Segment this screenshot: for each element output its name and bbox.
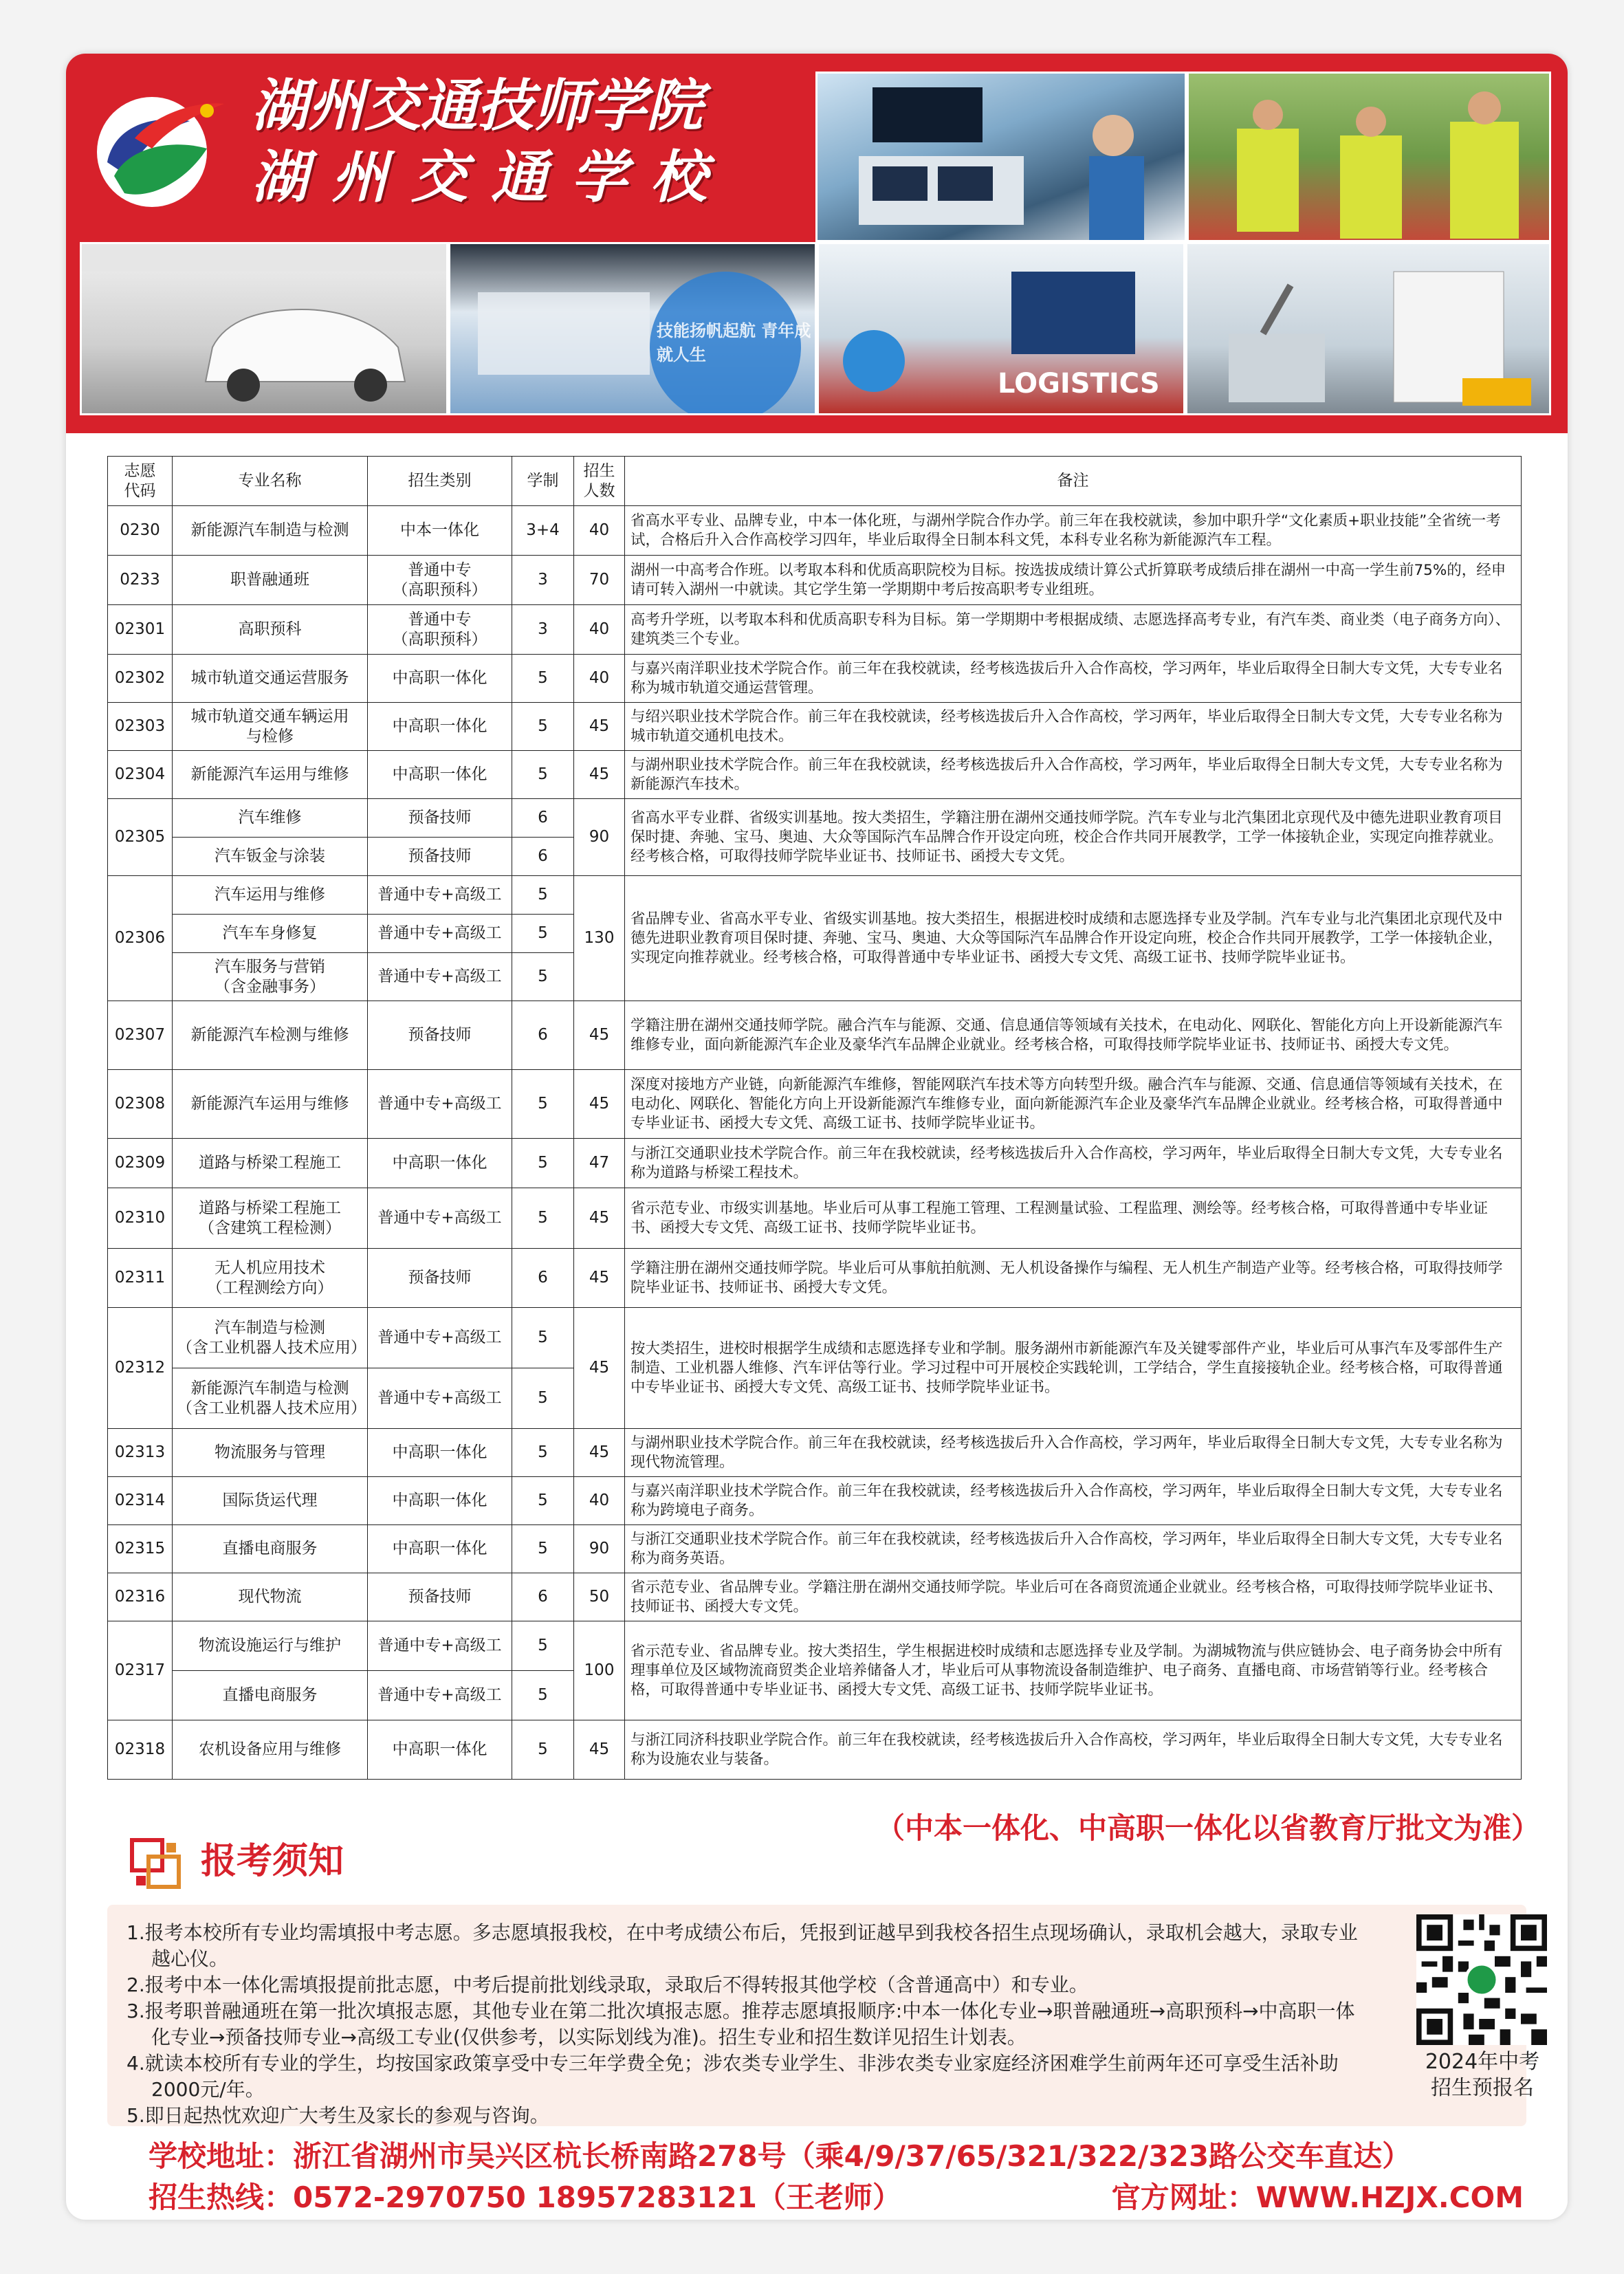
cell-years: 5	[512, 1720, 574, 1780]
qr-code-icon[interactable]	[1416, 1914, 1547, 2045]
cell-category: 中高职一体化	[368, 1429, 512, 1477]
qr-caption-line2: 招生预报名	[1431, 2076, 1534, 2100]
cell-code: 02302	[108, 655, 173, 703]
cell-major: 道路与桥梁工程施工 （含建筑工程检测）	[173, 1188, 368, 1249]
table-header-row	[108, 457, 1522, 506]
cell-note: 与嘉兴南洋职业技术学院合作。前三年在我校就读，经考核选拔后升入合作高校，学习两年，毕业后取得全日制大专文凭，大专专业名称为城市轨道交通运营管理。	[625, 655, 1522, 703]
cell-note: 与湖州职业技术学院合作。前三年在我校就读，经考核选拔后升入合作高校，学习两年，毕业后取得全日制大专文凭，大专专业名称为新能源汽车技术。	[625, 751, 1522, 799]
cell-years: 5	[512, 1188, 574, 1249]
cell-code: 02318	[108, 1720, 173, 1780]
enrollment-hotline: 招生热线：0572-2970750 18957283121（王老师）	[149, 2180, 901, 2214]
cell-category: 普通中专 （高职预科）	[368, 605, 512, 655]
cell-category: 普通中专 （高职预科）	[368, 556, 512, 605]
header-major: 专业名称	[173, 457, 368, 506]
cell-quota: 45	[574, 703, 625, 751]
cell-code: 02312	[108, 1308, 173, 1429]
cell-code: 0230	[108, 506, 173, 556]
car-showroom-photo	[80, 242, 448, 415]
cell-years: 5	[512, 1477, 574, 1525]
cell-code: 02308	[108, 1070, 173, 1139]
cell-category: 预备技师	[368, 799, 512, 838]
cell-category: 中高职一体化	[368, 1525, 512, 1573]
header-banner	[66, 54, 1568, 433]
cell-code: 02305	[108, 799, 173, 876]
table-row	[108, 1525, 1522, 1573]
cell-category: 普通中专+高级工	[368, 915, 512, 953]
cell-note: 按大类招生，进校时根据学生成绩和志愿选择专业和学制。服务湖州市新能源汽车及关键零部件产业，毕业后可从事汽车及零部件生产制造、工业机器人维修、汽车评估等行业。学习过程中可开展校企实践轮训，工学结合，学生直接接轨企业。经考核合格，可取得普通中专毕业证书、函授大专文凭、高级工证书、技师学院毕业证书。	[625, 1308, 1522, 1429]
cell-major: 农机设备应用与维修	[173, 1720, 368, 1780]
cell-quota: 70	[574, 556, 625, 605]
table-row	[108, 1308, 1522, 1368]
cell-major: 直播电商服务	[173, 1525, 368, 1573]
cell-code: 02304	[108, 751, 173, 799]
cell-note: 与湖州职业技术学院合作。前三年在我校就读，经考核选拔后升入合作高校，学习两年，毕业后取得全日制大专文凭，大专专业名称为现代物流管理。	[625, 1429, 1522, 1477]
cell-quota: 40	[574, 605, 625, 655]
table-row	[108, 876, 1522, 915]
cell-major: 新能源汽车运用与维修	[173, 751, 368, 799]
cell-major: 汽车车身修复	[173, 915, 368, 953]
survey-students-photo	[1187, 72, 1551, 242]
cell-note: 与浙江交通职业技术学院合作。前三年在我校就读，经考核选拔后升入合作高校，学习两年，毕业后取得全日制大专文凭，大专专业名称为商务英语。	[625, 1525, 1522, 1573]
cell-major: 无人机应用技术 （工程测绘方向）	[173, 1249, 368, 1308]
cell-code: 02317	[108, 1621, 173, 1720]
cell-quota: 45	[574, 1188, 625, 1249]
cell-years: 5	[512, 1429, 574, 1477]
cell-note: 与浙江交通职业技术学院合作。前三年在我校就读，经考核选拔后升入合作高校，学习两年，毕业后取得全日制大专文凭，大专专业名称为道路与桥梁工程技术。	[625, 1139, 1522, 1188]
qr-caption	[1400, 2049, 1565, 2101]
cell-category: 预备技师	[368, 1249, 512, 1308]
logistics-caption: LOGISTICS	[998, 368, 1160, 400]
cell-code: 02303	[108, 703, 173, 751]
cell-category: 普通中专+高级工	[368, 1621, 512, 1671]
cell-quota: 130	[574, 876, 625, 1001]
cell-note: 省品牌专业、省高水平专业、省级实训基地。按大类招生，根据进校时成绩和志愿选择专业及学制。汽车专业与北汽集团北京现代及中德先进职业教育项目保时捷、奔驰、宝马、奥迪、大众等国际汽车品牌合作开设定向班，校企合作共同开展教学，工学一体接轨企业，实现定向推荐就业。经考核合格，可取得普通中专毕业证书、函授大专文凭、高级工证书、技师学院毕业证书。	[625, 876, 1522, 1001]
cell-quota: 45	[574, 1429, 625, 1477]
notice-item: 1.报考本校所有专业均需填报中考志愿。多志愿填报我校，在中考成绩公布后，凭报到证越早到我校各招生点现场确认，录取机会越大，录取专业越心仪。	[127, 1921, 1358, 1970]
survey-students-illustration	[1189, 74, 1551, 242]
table-row	[108, 655, 1522, 703]
cell-years: 5	[512, 1621, 574, 1671]
exhibition-caption: 技能扬帆起航 青年成就人生	[657, 321, 811, 364]
school-name-line2: 湖州交通学校	[252, 144, 730, 210]
cell-years: 6	[512, 799, 574, 838]
robot-arm-illustration	[1187, 244, 1551, 415]
cell-major: 高职预科	[173, 605, 368, 655]
cell-note: 省示范专业、省品牌专业。学籍注册在湖州交通技师学院。毕业后可在各商贸流通企业就业。经考核合格，可取得技师学院毕业证书、技师证书、函授大专文凭。	[625, 1573, 1522, 1621]
notice-list	[127, 1920, 1364, 2129]
cell-major: 物流服务与管理	[173, 1429, 368, 1477]
cell-years: 5	[512, 876, 574, 915]
cell-major: 国际货运代理	[173, 1477, 368, 1525]
cell-quota: 40	[574, 655, 625, 703]
table-row	[108, 1477, 1522, 1525]
cell-note: 高考升学班，以考取本科和优质高职专科为目标。第一学期期中考根据成绩、志愿选择高考专业，有汽车类、商业类（电子商务方向）、建筑类三个专业。	[625, 605, 1522, 655]
notice-box	[107, 1905, 1540, 2127]
cell-major: 城市轨道交通车辆运用 与检修	[173, 703, 368, 751]
logistics-hall-photo	[817, 242, 1185, 415]
notice-item: 5.即日起热忱欢迎广大考生及家长的参观与咨询。	[127, 2104, 549, 2127]
cell-years: 3	[512, 605, 574, 655]
cell-major: 物流设施运行与维护	[173, 1621, 368, 1671]
cell-major: 汽车服务与营销 （含金融事务）	[173, 953, 368, 1001]
school-logo-icon	[87, 73, 231, 217]
cell-quota: 45	[574, 751, 625, 799]
cell-quota: 45	[574, 1001, 625, 1070]
cell-category: 普通中专+高级工	[368, 1671, 512, 1720]
approval-note: （中本一体化、中高职一体化以省教育厅批文为准）	[875, 1811, 1540, 1845]
cell-category: 中高职一体化	[368, 1139, 512, 1188]
cell-note: 省高水平专业、品牌专业，中本一体化班，与湖州学院合作办学。前三年在我校就读，参加中职升学“文化素质+职业技能”全省统一考试，合格后升入合作高校学习四年，毕业后取得全日制本科文凭，本科专业名称为新能源汽车工程。	[625, 506, 1522, 556]
enrollment-table-wrapper	[107, 456, 1522, 1780]
table-row	[108, 1573, 1522, 1621]
cell-note: 湖州一中高考合作班。以考取本科和优质高职院校为目标。按选拔成绩计算公式折算联考成绩后排在湖州一中高一学生前75%的，经申请可转入湖州一中就读。其它学生第一学期期中考后按高职考专业组班。	[625, 556, 1522, 605]
cell-code: 02307	[108, 1001, 173, 1070]
school-name-line1: 湖州交通技师学院	[252, 73, 703, 139]
table-row	[108, 506, 1522, 556]
cell-years: 3	[512, 556, 574, 605]
cell-years: 6	[512, 1573, 574, 1621]
cell-category: 预备技师	[368, 1001, 512, 1070]
cell-years: 6	[512, 838, 574, 876]
school-title	[252, 70, 870, 213]
cell-category: 中高职一体化	[368, 1477, 512, 1525]
table-row	[108, 799, 1522, 838]
cell-code: 02306	[108, 876, 173, 1001]
control-room-illustration	[818, 74, 1187, 242]
notice-item: 3.报考职普融通班在第一批次填报志愿，其他专业在第二批次填报志愿。推荐志愿填报顺序:中本一体化专业→职普融通班→高职预科→中高职一体化专业→预备技师专业→高级工专业(仅供参考，以实际划线为准)。招生专业和招生数详见招生计划表。	[127, 2000, 1355, 2048]
cell-note: 深度对接地方产业链，向新能源汽车维修，智能网联汽车技术等方向转型升级。融合汽车与能源、交通、信息通信等领域有关技术，在电动化、网联化、智能化方向上开设新能源汽车维修专业，面向新能源汽车企业及豪华汽车品牌企业就业。经考核合格，可取得普通中专毕业证书、函授大专文凭、高级工证书、技师学院毕业证书。	[625, 1070, 1522, 1139]
cell-major: 汽车制造与检测 （含工业机器人技术应用）	[173, 1308, 368, 1368]
cell-years: 6	[512, 1249, 574, 1308]
table-row	[108, 556, 1522, 605]
footer-contact-row	[149, 2177, 1524, 2218]
qr-caption-line1: 2024年中考	[1425, 2050, 1540, 2074]
cell-years: 5	[512, 703, 574, 751]
cell-major: 城市轨道交通运营服务	[173, 655, 368, 703]
cell-quota: 50	[574, 1573, 625, 1621]
cell-code: 02301	[108, 605, 173, 655]
cell-major: 汽车钣金与涂装	[173, 838, 368, 876]
cell-code: 02310	[108, 1188, 173, 1249]
school-address: 学校地址：浙江省湖州市吴兴区杭长桥南路278号（乘4/9/37/65/321/322/323路公交车直达）	[149, 2139, 1412, 2173]
cell-years: 5	[512, 1308, 574, 1368]
official-website-link[interactable]: 官方网址：WWW.HZJX.COM	[1111, 2180, 1524, 2214]
cell-major: 道路与桥梁工程施工	[173, 1139, 368, 1188]
cell-quota: 47	[574, 1139, 625, 1188]
cell-category: 中本一体化	[368, 506, 512, 556]
table-row	[108, 1001, 1522, 1070]
cell-category: 普通中专+高级工	[368, 1188, 512, 1249]
table-row	[108, 1188, 1522, 1249]
cell-category: 中高职一体化	[368, 751, 512, 799]
footer	[149, 2136, 1524, 2218]
cell-code: 02313	[108, 1429, 173, 1477]
table-row	[108, 1070, 1522, 1139]
cell-note: 与绍兴职业技术学院合作。前三年在我校就读，经考核选拔后升入合作高校，学习两年，毕业后取得全日制大专文凭，大专专业名称为城市轨道交通机电技术。	[625, 703, 1522, 751]
table-row	[108, 605, 1522, 655]
cell-years: 6	[512, 1001, 574, 1070]
cell-years: 5	[512, 953, 574, 1001]
cell-code: 02309	[108, 1139, 173, 1188]
notice-item: 4.就读本校所有专业的学生，均按国家政策享受中专三年学费全免；涉农类专业学生、非涉农类专业家庭经济困难学生前两年还可享受生活补助2000元/年。	[127, 2052, 1339, 2101]
cell-years: 5	[512, 915, 574, 953]
cell-years: 5	[512, 1525, 574, 1573]
cell-category: 预备技师	[368, 838, 512, 876]
cell-code: 02311	[108, 1249, 173, 1308]
cell-category: 普通中专+高级工	[368, 1368, 512, 1429]
table-row	[108, 1139, 1522, 1188]
cell-code: 02316	[108, 1573, 173, 1621]
cell-major: 新能源汽车运用与维修	[173, 1070, 368, 1139]
header-code: 志愿 代码	[108, 457, 173, 506]
cell-note: 与浙江同济科技职业学院合作。前三年在我校就读，经考核选拔后升入合作高校，学习两年，毕业后取得全日制大专文凭，大专专业名称为设施农业与装备。	[625, 1720, 1522, 1780]
cell-category: 中高职一体化	[368, 703, 512, 751]
table-row	[108, 751, 1522, 799]
cell-quota: 45	[574, 1720, 625, 1780]
notice-item: 2.报考中本一体化需填报提前批志愿，中考后提前批划线录取，录取后不得转报其他学校（含普通高中）和专业。	[127, 1974, 1088, 1996]
header-years: 学制	[512, 457, 574, 506]
control-room-photo	[815, 72, 1187, 242]
cell-years: 5	[512, 1070, 574, 1139]
cell-quota: 90	[574, 1525, 625, 1573]
cell-category: 预备技师	[368, 1573, 512, 1621]
cell-note: 学籍注册在湖州交通技师学院。融合汽车与能源、交通、信息通信等领域有关技术，在电动化、网联化、智能化方向上开设新能源汽车维修专业，面向新能源汽车企业及豪华汽车品牌企业就业。经考核合格，可取得技师学院毕业证书、技师证书、函授大专文凭。	[625, 1001, 1522, 1070]
header-quota: 招生 人数	[574, 457, 625, 506]
cell-quota: 90	[574, 799, 625, 876]
cell-major: 职普融通班	[173, 556, 368, 605]
cell-code: 0233	[108, 556, 173, 605]
cell-years: 5	[512, 751, 574, 799]
cell-category: 普通中专+高级工	[368, 953, 512, 1001]
table-row	[108, 1621, 1522, 1671]
cell-category: 中高职一体化	[368, 655, 512, 703]
cell-years: 5	[512, 1671, 574, 1720]
table-row	[108, 1720, 1522, 1780]
notice-icon	[129, 1837, 184, 1892]
notice-title: 报考须知	[201, 1841, 344, 1882]
cell-major: 直播电商服务	[173, 1671, 368, 1720]
robot-lab-photo	[1185, 242, 1551, 415]
cell-note: 省示范专业、市级实训基地。毕业后可从事工程施工管理、工程测量试验、工程监理、测绘等。经考核合格，可取得普通中专毕业证书、函授大专文凭、高级工证书、技师学院毕业证书。	[625, 1188, 1522, 1249]
cell-quota: 45	[574, 1070, 625, 1139]
cell-category: 中高职一体化	[368, 1720, 512, 1780]
header-category: 招生类别	[368, 457, 512, 506]
cell-category: 普通中专+高级工	[368, 1308, 512, 1368]
header-note: 备注	[625, 457, 1522, 506]
cell-major: 新能源汽车制造与检测 （含工业机器人技术应用）	[173, 1368, 368, 1429]
cell-quota: 100	[574, 1621, 625, 1720]
cell-quota: 45	[574, 1308, 625, 1429]
cell-note: 省高水平专业群、省级实训基地。按大类招生，学籍注册在湖州交通技师学院。汽车专业与北汽集团北京现代及中德先进职业教育项目保时捷、奔驰、宝马、奥迪、大众等国际汽车品牌合作开设定向班，校企合作共同开展教学，工学一体接轨企业，实现定向推荐就业。经考核合格，可取得技师学院毕业证书、技师证书、函授大专文凭。	[625, 799, 1522, 876]
cell-major: 汽车维修	[173, 799, 368, 838]
cell-years: 5	[512, 655, 574, 703]
exhibition-hall-photo	[448, 242, 817, 415]
cell-years: 3+4	[512, 506, 574, 556]
cell-quota: 45	[574, 1249, 625, 1308]
cell-years: 5	[512, 1139, 574, 1188]
table-row	[108, 1249, 1522, 1308]
cell-major: 新能源汽车检测与维修	[173, 1001, 368, 1070]
car-illustration	[82, 244, 448, 415]
table-row	[108, 1429, 1522, 1477]
cell-note: 省示范专业、省品牌专业。按大类招生，学生根据进校时成绩和志愿选择专业及学制。为湖城物流与供应链协会、电子商务协会中所有理事单位及区域物流商贸类企业培养储备人才，毕业后可从事物流设备制造维护、电子商务、直播电商、市场营销等行业。经考核合格，可取得普通中专毕业证书、函授大专文凭、高级工证书、技师学院毕业证书。	[625, 1621, 1522, 1720]
poster-page	[66, 54, 1568, 2220]
table-row	[108, 703, 1522, 751]
cell-quota: 40	[574, 506, 625, 556]
cell-major: 新能源汽车制造与检测	[173, 506, 368, 556]
cell-note: 学籍注册在湖州交通技师学院。毕业后可从事航拍航测、无人机设备操作与编程、无人机生产制造产业等。经考核合格，可取得技师学院毕业证书、技师证书、函授大专文凭。	[625, 1249, 1522, 1308]
cell-quota: 40	[574, 1477, 625, 1525]
cell-major: 现代物流	[173, 1573, 368, 1621]
cell-major: 汽车运用与维修	[173, 876, 368, 915]
enrollment-table	[107, 456, 1522, 1780]
cell-years: 5	[512, 1368, 574, 1429]
cell-note: 与嘉兴南洋职业技术学院合作。前三年在我校就读，经考核选拔后升入合作高校，学习两年，毕业后取得全日制大专文凭，大专专业名称为跨境电子商务。	[625, 1477, 1522, 1525]
cell-category: 普通中专+高级工	[368, 1070, 512, 1139]
cell-code: 02314	[108, 1477, 173, 1525]
cell-code: 02315	[108, 1525, 173, 1573]
cell-category: 普通中专+高级工	[368, 876, 512, 915]
